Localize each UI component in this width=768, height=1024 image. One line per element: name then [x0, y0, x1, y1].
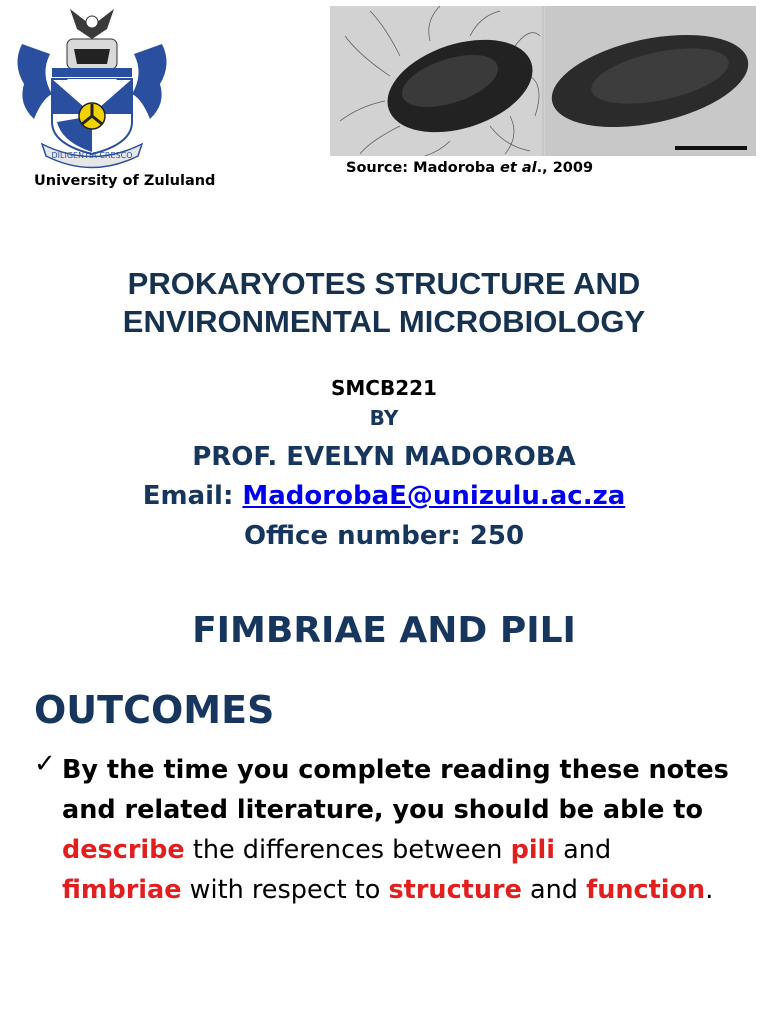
outcome-line-2: and related literature, you should be able to [62, 795, 704, 825]
course-title-line2: ENVIRONMENTAL MICROBIOLOGY [122, 304, 646, 339]
university-name: University of Zululand [34, 173, 216, 189]
outcome-line-1: By the time you complete reading these notes [62, 755, 729, 785]
keyword-structure: structure [388, 875, 522, 905]
logo-motto: DILIGENTIA CRESCO [51, 151, 133, 160]
email-label: Email: [142, 481, 243, 511]
outcome-line-4: fimbriae with respect to structure and function. [62, 875, 714, 905]
keyword-function: function [586, 875, 706, 905]
email-line [0, 481, 768, 511]
outcome-line-3: describe the differences between pili and [62, 835, 612, 865]
section-title: FIMBRIAE AND PILI [192, 610, 576, 651]
keyword-fimbriae: fimbriae [62, 875, 182, 905]
keyword-describe: describe [62, 835, 185, 865]
course-code: SMCB221 [331, 376, 437, 400]
outcomes-heading: OUTCOMES [34, 688, 275, 732]
university-logo [12, 4, 172, 169]
image-source-caption: Source: Madoroba et al., 2009 [346, 160, 594, 176]
office-number: Office number: 250 [243, 521, 525, 551]
email-link[interactable]: MadorobaE@unizulu.ac.za [242, 481, 626, 511]
by-label: BY [369, 406, 399, 430]
bacteria-micrograph [330, 6, 756, 156]
keyword-pili: pili [510, 835, 556, 865]
course-title-line1: PROKARYOTES STRUCTURE AND [127, 266, 641, 301]
checkmark-icon: ✓ [34, 749, 56, 779]
lecturer-name: PROF. EVELYN MADOROBA [192, 442, 576, 472]
